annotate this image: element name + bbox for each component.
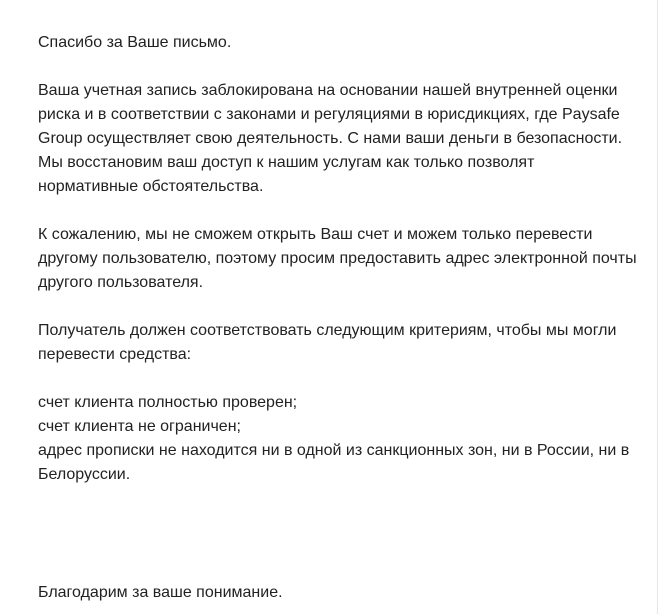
criteria-item-address: адрес прописки не находится ни в одной из санкционных зон, ни в России, ни в Белоруссии. <box>38 442 630 483</box>
paragraph-spacer <box>38 487 638 581</box>
email-greeting: Спасибо за Ваше письмо. <box>38 34 232 51</box>
criteria-item-verified: счет клиента полностью проверен; <box>38 394 298 411</box>
email-paragraph-transfer-request: К сожалению, мы не сможем открыть Ваш счет и можем только перевести другому пользователю, поэтому просим предоставить адрес электронной почты другого пользователя. <box>38 226 637 291</box>
email-body <box>38 31 638 605</box>
email-closing: Благодарим за ваше понимание. <box>38 584 283 601</box>
paragraph-spacer <box>38 55 638 79</box>
criteria-list <box>38 391 638 487</box>
paragraph-spacer <box>38 367 638 391</box>
paragraph-spacer <box>38 295 638 319</box>
paragraph-spacer <box>38 199 638 223</box>
email-paragraph-recipient-criteria: Получатель должен соответствовать следующим критериям, чтобы мы могли перевести средства: <box>38 322 617 363</box>
email-paragraph-account-blocked: Ваша учетная запись заблокирована на основании нашей внутренней оценки риска и в соответствии с законами и регуляциями в юрисдикциях, где Paysafe Group осуществляет свою деятельность. С нами ваши деньги в безопасности. Мы восстановим ваш доступ к нашим услугам как только позволят нормативные обстоятельства. <box>38 82 623 195</box>
criteria-item-not-restricted: счет клиента не ограничен; <box>38 418 241 435</box>
